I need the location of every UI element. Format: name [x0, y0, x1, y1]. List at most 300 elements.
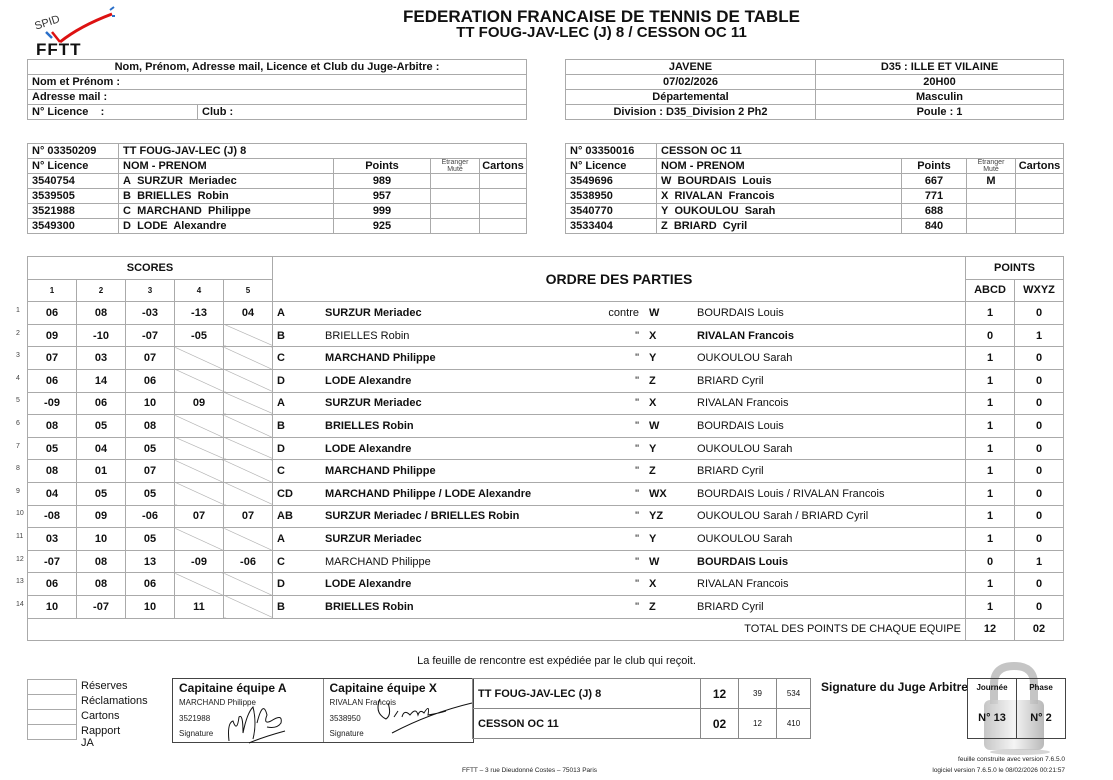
- player-name-cell: [119, 204, 334, 219]
- set-score: 09: [28, 324, 77, 347]
- result-points: 410: [777, 709, 811, 739]
- empty-set-cell: [224, 482, 273, 505]
- rapport-box[interactable]: [27, 724, 77, 740]
- player-b: BRIARD Cyril: [697, 460, 963, 483]
- header-mute: Muté: [983, 166, 999, 173]
- row-number: 2: [16, 329, 20, 337]
- empty-set-cell: [224, 595, 273, 618]
- player-name: BRIELLES Robin: [137, 190, 229, 202]
- set-score: 06: [28, 573, 77, 596]
- points-a: 1: [966, 369, 1015, 392]
- set-score: 06: [77, 392, 126, 415]
- captain-x-title: Capitaine équipe X: [329, 681, 437, 695]
- points-a: 1: [966, 595, 1015, 618]
- match-row: [28, 302, 1064, 325]
- player-cartons: [480, 204, 527, 219]
- player-row: [28, 189, 527, 204]
- match-categorie: Masculin: [816, 90, 1064, 105]
- player-name: OUKOULOU Sarah: [674, 205, 776, 217]
- ordre-header: ORDRE DES PARTIES: [273, 257, 966, 302]
- player-name: LODE Alexandre: [137, 220, 227, 232]
- match-row: [28, 550, 1064, 573]
- player-row: [566, 204, 1064, 219]
- letter-b: Y: [647, 528, 697, 551]
- match-lieu: JAVENE: [566, 60, 816, 75]
- set-score: 09: [175, 392, 224, 415]
- letter-a: C: [273, 347, 326, 370]
- match-comite: D35 : ILLE ET VILAINE: [816, 60, 1064, 75]
- points-a: 1: [966, 505, 1015, 528]
- player-points: 989: [334, 174, 431, 189]
- player-points: 925: [334, 219, 431, 234]
- set-score: 14: [77, 369, 126, 392]
- player-name-cell: [657, 219, 902, 234]
- result-score: 02: [701, 709, 739, 739]
- captain-x-licence: 3538950: [329, 714, 361, 723]
- player-licence: 3540754: [28, 174, 119, 189]
- set-score: 07: [28, 347, 77, 370]
- phase-value: N° 2: [1030, 712, 1052, 724]
- sent-note: La feuille de rencontre est expédiée par le club qui reçoit.: [417, 655, 696, 667]
- player-b: BRIARD Cyril: [697, 595, 963, 618]
- player-name-cell: [119, 219, 334, 234]
- set-score: 08: [126, 415, 175, 438]
- player-name-cell: [119, 174, 334, 189]
- contre: ": [595, 573, 647, 596]
- row-number: 8: [16, 465, 20, 473]
- player-name-cell: [657, 204, 902, 219]
- contre: ": [595, 460, 647, 483]
- ja-club-label: Club :: [198, 105, 527, 120]
- team-a-numero: N° 03350209: [28, 144, 119, 159]
- letter-b: X: [647, 324, 697, 347]
- team-a-name: TT FOUG-JAV-LEC (J) 8: [119, 144, 527, 159]
- set-label: 1: [28, 279, 77, 302]
- player-b: RIVALAN Francois: [697, 324, 963, 347]
- letter-a: D: [273, 369, 326, 392]
- points-a: 1: [966, 415, 1015, 438]
- header-licence: N° Licence: [28, 159, 119, 174]
- captain-x-signature-label: Signature: [329, 729, 364, 738]
- empty-set-cell: [175, 415, 224, 438]
- set-score: 10: [126, 392, 175, 415]
- row-number: 6: [16, 420, 20, 427]
- points-a: 1: [966, 573, 1015, 596]
- set-score: -05: [175, 324, 224, 347]
- juge-arbitre-table: [27, 59, 527, 120]
- match-row: [28, 573, 1064, 596]
- set-score: 08: [77, 550, 126, 573]
- result-points: 534: [777, 679, 811, 709]
- player-a: SURZUR Meriadec: [325, 302, 595, 325]
- points-header: POINTS: [966, 257, 1064, 280]
- player-etranger-mute: [431, 219, 480, 234]
- letter-b: W: [647, 550, 697, 573]
- header-etranger: Etranger: [441, 159, 469, 166]
- set-score: -06: [224, 550, 273, 573]
- match-row: [28, 528, 1064, 551]
- set-score: 07: [175, 505, 224, 528]
- player-etranger-mute: [967, 189, 1016, 204]
- player-name: BOURDAIS Louis: [677, 175, 772, 187]
- empty-set-cell: [224, 392, 273, 415]
- empty-set-cell: [224, 573, 273, 596]
- letter-b: W: [647, 302, 697, 325]
- result-sets: 12: [739, 709, 777, 739]
- player-row: [28, 219, 527, 234]
- ja-mail-label: Adresse mail :: [28, 90, 527, 105]
- reserves-box[interactable]: [27, 679, 77, 695]
- contre: ": [595, 505, 647, 528]
- cartons-box[interactable]: [27, 709, 77, 725]
- signature-ja-label: Signature du Juge Arbitre: [821, 680, 968, 694]
- letter-a: A: [273, 528, 326, 551]
- points-b: 0: [1015, 482, 1064, 505]
- total-b: 02: [1015, 618, 1064, 641]
- letter-b: X: [647, 573, 697, 596]
- player-letter: A: [123, 175, 131, 187]
- player-a: MARCHAND Philippe: [325, 460, 595, 483]
- journee-value: N° 13: [978, 712, 1006, 724]
- header-nom: NOM - PRENOM: [119, 159, 334, 174]
- legend-reserves: Réserves: [81, 680, 128, 692]
- set-score: 05: [126, 437, 175, 460]
- player-etranger-mute: [967, 219, 1016, 234]
- set-score: -06: [126, 505, 175, 528]
- points-b: 0: [1015, 415, 1064, 438]
- match-division: Division : D35_Division 2 Ph2: [566, 105, 816, 120]
- player-letter: X: [661, 190, 669, 202]
- empty-set-cell: [175, 528, 224, 551]
- player-b: BOURDAIS Louis: [697, 415, 963, 438]
- contre: ": [595, 369, 647, 392]
- header-etranger: Etranger: [977, 159, 1005, 166]
- captain-a-name: MARCHAND Philippe: [179, 698, 256, 707]
- letter-a: A: [273, 302, 326, 325]
- player-licence: 3521988: [28, 204, 119, 219]
- player-row: [28, 204, 527, 219]
- version-line-1: feuille construite avec version 7.6.5.0: [958, 756, 1065, 763]
- points-b: 0: [1015, 528, 1064, 551]
- player-points: 688: [902, 204, 967, 219]
- player-etranger-mute: [431, 174, 480, 189]
- player-cartons: [1016, 219, 1064, 234]
- team-b-numero: N° 03350016: [566, 144, 657, 159]
- set-score: 07: [126, 460, 175, 483]
- contre: ": [595, 347, 647, 370]
- letter-a: B: [273, 415, 326, 438]
- player-cartons: [1016, 204, 1064, 219]
- points-a: 0: [966, 550, 1015, 573]
- result-row: [473, 679, 811, 709]
- set-score: 04: [224, 302, 273, 325]
- captain-a-signature-label: Signature: [179, 729, 214, 738]
- match-row: [28, 482, 1064, 505]
- set-score: 13: [126, 550, 175, 573]
- set-score: 05: [77, 415, 126, 438]
- row-number: 9: [16, 487, 20, 495]
- player-name: BRIARD Cyril: [673, 220, 748, 232]
- header-licence: N° Licence: [566, 159, 657, 174]
- set-score: 08: [28, 460, 77, 483]
- set-score: -10: [77, 324, 126, 347]
- header-cartons: Cartons: [1016, 159, 1064, 174]
- letter-b: Z: [647, 460, 697, 483]
- player-b: BOURDAIS Louis: [697, 302, 963, 325]
- player-b: RIVALAN Francois: [697, 392, 963, 415]
- player-a: LODE Alexandre: [325, 573, 595, 596]
- logo-fftt-text: FFTT: [36, 40, 82, 56]
- points-b: 1: [1015, 550, 1064, 573]
- player-licence: 3549696: [566, 174, 657, 189]
- points-a: 1: [966, 347, 1015, 370]
- row-number: 4: [16, 374, 20, 382]
- set-score: 07: [224, 505, 273, 528]
- set-score: -07: [77, 595, 126, 618]
- player-cartons: [480, 189, 527, 204]
- team-a-table: [27, 143, 527, 234]
- set-score: 05: [126, 528, 175, 551]
- letter-a: D: [273, 573, 326, 596]
- header-points: Points: [902, 159, 967, 174]
- match-row: [28, 460, 1064, 483]
- points-b: 0: [1015, 573, 1064, 596]
- contre: ": [595, 550, 647, 573]
- legend-rapport: Rapport JA: [81, 725, 121, 749]
- logo-spid-text: SPID: [33, 13, 62, 33]
- player-points: 771: [902, 189, 967, 204]
- empty-set-cell: [224, 324, 273, 347]
- empty-set-cell: [224, 460, 273, 483]
- abcd-header: ABCD: [966, 279, 1015, 302]
- letter-a: C: [273, 550, 326, 573]
- letter-a: A: [273, 392, 326, 415]
- points-b: 0: [1015, 437, 1064, 460]
- points-b: 0: [1015, 460, 1064, 483]
- contre: ": [595, 528, 647, 551]
- letter-b: Y: [647, 437, 697, 460]
- fftt-address: FFTT – 3 rue Dieudonné Costes – 75013 Paris: [462, 767, 598, 774]
- player-a: BRIELLES Robin: [325, 324, 595, 347]
- player-name: MARCHAND Philippe: [137, 205, 251, 217]
- empty-set-cell: [224, 528, 273, 551]
- match-date: 07/02/2026: [566, 75, 816, 90]
- match-niveau: Départemental: [566, 90, 816, 105]
- player-etranger-mute: M: [967, 174, 1016, 189]
- player-b: BOURDAIS Louis / RIVALAN Francois: [697, 482, 963, 505]
- set-score: -03: [126, 302, 175, 325]
- contre: contre: [595, 302, 647, 325]
- captain-x-signature: [370, 689, 474, 739]
- letter-a: B: [273, 324, 326, 347]
- result-sets: 39: [739, 679, 777, 709]
- letter-b: Z: [647, 369, 697, 392]
- result-score: 12: [701, 679, 739, 709]
- player-name-cell: [657, 189, 902, 204]
- letter-a: B: [273, 595, 326, 618]
- letter-b: WX: [647, 482, 697, 505]
- federation-title: FEDERATION FRANCAISE DE TENNIS DE TABLE: [403, 7, 800, 26]
- match-heure: 20H00: [816, 75, 1064, 90]
- header-nom: NOM - PRENOM: [657, 159, 902, 174]
- row-number: 12: [16, 555, 24, 563]
- player-licence: 3540770: [566, 204, 657, 219]
- set-score: -13: [175, 302, 224, 325]
- row-number: 10: [16, 510, 24, 518]
- letter-b: W: [647, 415, 697, 438]
- empty-set-cell: [175, 347, 224, 370]
- match-row: [28, 369, 1064, 392]
- version-line-2: logiciel version 7.6.5.0 le 08/02/2026 00:21:57: [932, 767, 1065, 774]
- results-table: [472, 678, 811, 739]
- set-score: 03: [28, 528, 77, 551]
- points-b: 0: [1015, 505, 1064, 528]
- set-score: 08: [28, 415, 77, 438]
- set-score: 04: [28, 482, 77, 505]
- empty-set-cell: [175, 437, 224, 460]
- player-cartons: [1016, 189, 1064, 204]
- points-a: 0: [966, 324, 1015, 347]
- header-points: Points: [334, 159, 431, 174]
- set-score: 09: [77, 505, 126, 528]
- player-name-cell: [657, 174, 902, 189]
- player-a: SURZUR Meriadec / BRIELLES Robin: [325, 505, 595, 528]
- player-b: BRIARD Cyril: [697, 369, 963, 392]
- player-a: MARCHAND Philippe: [325, 550, 595, 573]
- player-points: 999: [334, 204, 431, 219]
- letter-a: AB: [273, 505, 326, 528]
- total-a: 12: [966, 618, 1015, 641]
- player-row: [566, 189, 1064, 204]
- captain-x-name: RIVALAN Francois: [329, 698, 397, 707]
- row-number: 5: [16, 397, 20, 405]
- captain-a-signature: [223, 693, 293, 747]
- captain-a: [173, 679, 324, 742]
- row-number: 7: [16, 442, 20, 450]
- points-b: 0: [1015, 302, 1064, 325]
- set-score: 07: [126, 347, 175, 370]
- set-score: 06: [126, 573, 175, 596]
- player-letter: C: [123, 205, 131, 217]
- row-number: 13: [16, 578, 24, 586]
- player-row: [28, 174, 527, 189]
- player-etranger-mute: [967, 204, 1016, 219]
- player-row: [566, 219, 1064, 234]
- points-b: 0: [1015, 369, 1064, 392]
- player-letter: Y: [661, 205, 669, 217]
- legend-reclamations: Réclamations: [81, 695, 148, 707]
- player-licence: 3539505: [28, 189, 119, 204]
- ja-licence-label: N° Licence :: [28, 105, 198, 120]
- player-etranger-mute: [431, 204, 480, 219]
- set-score: 03: [77, 347, 126, 370]
- player-points: 667: [902, 174, 967, 189]
- set-score: 05: [77, 482, 126, 505]
- contre: ": [595, 482, 647, 505]
- set-score: 01: [77, 460, 126, 483]
- points-b: 0: [1015, 392, 1064, 415]
- captain-x: [324, 679, 474, 742]
- match-row: [28, 324, 1064, 347]
- player-a: SURZUR Meriadec: [325, 528, 595, 551]
- player-b: OUKOULOU Sarah: [697, 437, 963, 460]
- phase-label: Phase: [1029, 683, 1053, 692]
- player-name: SURZUR Meriadec: [137, 175, 237, 187]
- match-row: [28, 415, 1064, 438]
- player-points: 840: [902, 219, 967, 234]
- player-b: RIVALAN Francois: [697, 573, 963, 596]
- player-cartons: [1016, 174, 1064, 189]
- row-number: 1: [16, 307, 20, 314]
- set-label: 2: [77, 279, 126, 302]
- team-b-name: CESSON OC 11: [657, 144, 1064, 159]
- player-b: BOURDAIS Louis: [697, 550, 963, 573]
- points-a: 1: [966, 528, 1015, 551]
- player-a: MARCHAND Philippe: [325, 347, 595, 370]
- row-number: 3: [16, 352, 20, 360]
- ja-title: Nom, Prénom, Adresse mail, Licence et Club du Juge-Arbitre :: [28, 60, 527, 75]
- letter-b: Z: [647, 595, 697, 618]
- header-mute: Muté: [447, 166, 463, 173]
- player-a: LODE Alexandre: [325, 437, 595, 460]
- result-team: TT FOUG-JAV-LEC (J) 8: [473, 679, 701, 709]
- player-licence: 3533404: [566, 219, 657, 234]
- match-row: [28, 437, 1064, 460]
- points-a: 1: [966, 302, 1015, 325]
- points-a: 1: [966, 392, 1015, 415]
- reclamations-box[interactable]: [27, 694, 77, 710]
- player-a: MARCHAND Philippe / LODE Alexandre: [325, 482, 595, 505]
- set-score: 05: [28, 437, 77, 460]
- set-score: 11: [175, 595, 224, 618]
- match-row: [28, 505, 1064, 528]
- player-name-cell: [119, 189, 334, 204]
- points-a: 1: [966, 460, 1015, 483]
- match-row: [28, 392, 1064, 415]
- row-number: 11: [16, 533, 24, 540]
- player-cartons: [480, 174, 527, 189]
- empty-set-cell: [175, 369, 224, 392]
- player-letter: B: [123, 190, 131, 202]
- captain-a-title: Capitaine équipe A: [179, 681, 287, 695]
- wxyz-header: WXYZ: [1015, 279, 1064, 302]
- letter-a: CD: [273, 482, 326, 505]
- player-letter: Z: [661, 220, 668, 232]
- player-etranger-mute: [431, 189, 480, 204]
- legend-cartons: Cartons: [81, 710, 120, 722]
- match-row: [28, 595, 1064, 618]
- set-score: 10: [28, 595, 77, 618]
- points-a: 1: [966, 482, 1015, 505]
- scores-header: SCORES: [28, 257, 273, 280]
- set-score: -07: [126, 324, 175, 347]
- match-grid: [27, 256, 1064, 641]
- set-label: 5: [224, 279, 273, 302]
- set-score: 04: [77, 437, 126, 460]
- captain-a-licence: 3521988: [179, 714, 211, 723]
- set-score: -09: [175, 550, 224, 573]
- letter-b: Y: [647, 347, 697, 370]
- result-team: CESSON OC 11: [473, 709, 701, 739]
- player-a: LODE Alexandre: [325, 369, 595, 392]
- set-score: 06: [28, 302, 77, 325]
- set-score: 10: [77, 528, 126, 551]
- set-label: 3: [126, 279, 175, 302]
- ja-nom-label: Nom et Prénom :: [28, 75, 527, 90]
- empty-set-cell: [224, 347, 273, 370]
- total-label: TOTAL DES POINTS DE CHAQUE EQUIPE: [28, 618, 966, 641]
- letter-a: C: [273, 460, 326, 483]
